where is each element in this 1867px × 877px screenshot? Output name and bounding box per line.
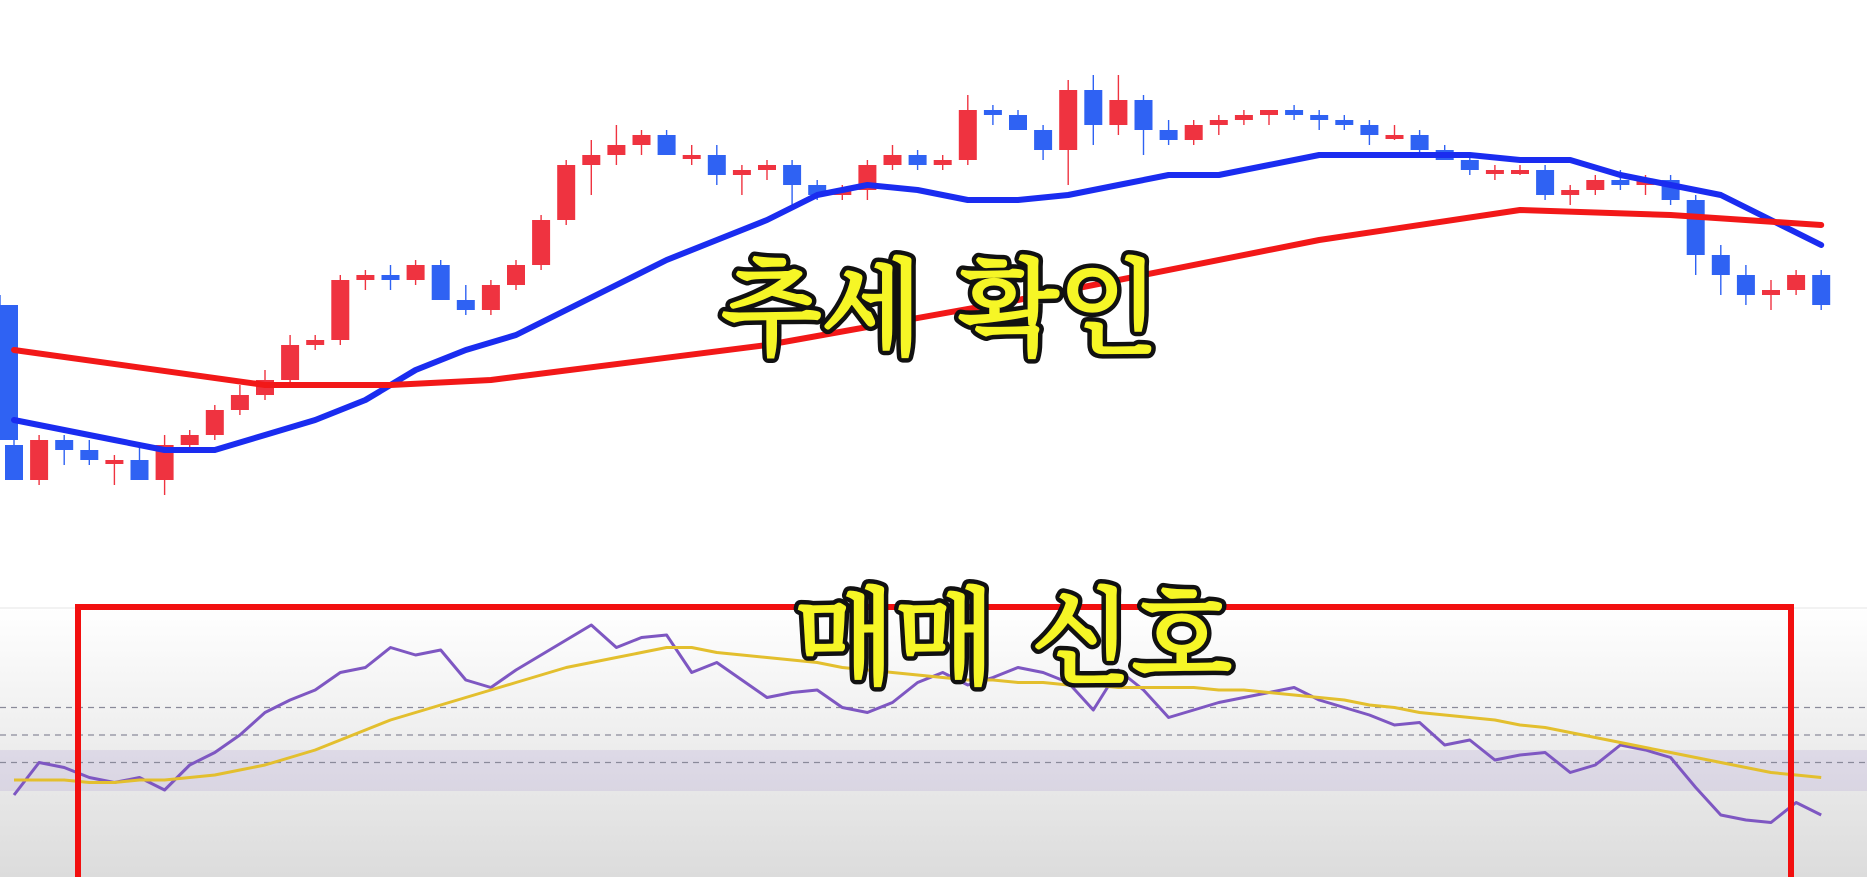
candle-body [582, 155, 600, 165]
caption-signal: 매매 신호 [793, 577, 1233, 699]
candle-body [884, 155, 902, 165]
candle-body [55, 440, 73, 450]
candle-body [1386, 135, 1404, 139]
candle-body [1762, 290, 1780, 295]
candle-body [457, 300, 475, 310]
caption-trend: 추세 확인 [720, 248, 1160, 370]
candle-body [1285, 110, 1303, 115]
candle-body [633, 135, 651, 145]
candle-body [532, 220, 550, 265]
candle-body [382, 275, 400, 280]
candle-body [1135, 100, 1153, 130]
candle-body [1185, 125, 1203, 140]
candle-body [356, 275, 374, 280]
candle-body [1812, 275, 1830, 305]
candle-body [1260, 110, 1278, 115]
candle-body [105, 460, 123, 464]
candle-body [984, 110, 1002, 115]
candle-body [407, 265, 425, 280]
candle-body [1210, 120, 1228, 125]
candle-body [482, 285, 500, 310]
candle-body [1160, 130, 1178, 140]
candle-body [432, 265, 450, 300]
candle-body [1034, 130, 1052, 150]
candle-body [331, 280, 349, 340]
candle-body [733, 170, 751, 175]
candle-body [934, 160, 952, 165]
candle-body [1561, 190, 1579, 195]
candle-body [231, 395, 249, 410]
candle-body [131, 460, 149, 480]
candle-body [1084, 90, 1102, 125]
candle-body [1009, 115, 1027, 130]
candle-body [959, 110, 977, 160]
candle-body [1235, 115, 1253, 120]
candle-body [507, 265, 525, 285]
candle-body [1687, 200, 1705, 255]
candle-body [281, 345, 299, 380]
candle-body [181, 435, 199, 445]
candle-body [1737, 275, 1755, 295]
candle-body [607, 145, 625, 155]
candle-body [1712, 255, 1730, 275]
candle-body [80, 450, 98, 460]
candle-body [658, 135, 676, 155]
candle-body [1461, 160, 1479, 170]
candle-body [1310, 115, 1328, 120]
candle-body [1335, 120, 1353, 125]
candle-body [1411, 135, 1429, 150]
candle-body [909, 155, 927, 165]
candle-body [557, 165, 575, 220]
candle-body [708, 155, 726, 175]
candle-body [5, 445, 23, 480]
candle-body [1586, 180, 1604, 190]
candle-body [758, 165, 776, 170]
candle-body [1360, 125, 1378, 135]
candle-body [30, 440, 48, 480]
candle-body [1536, 170, 1554, 195]
candle-body [1787, 275, 1805, 290]
candle-body [306, 340, 324, 345]
candle-body [1109, 100, 1127, 125]
candle-body [1486, 170, 1504, 174]
candle-body [206, 410, 224, 435]
candle-body [1059, 90, 1077, 150]
candle-body [683, 155, 701, 159]
candle-body [783, 165, 801, 185]
candle-body [1511, 170, 1529, 174]
candle-body [1611, 180, 1629, 185]
rsi-band [0, 750, 1867, 791]
